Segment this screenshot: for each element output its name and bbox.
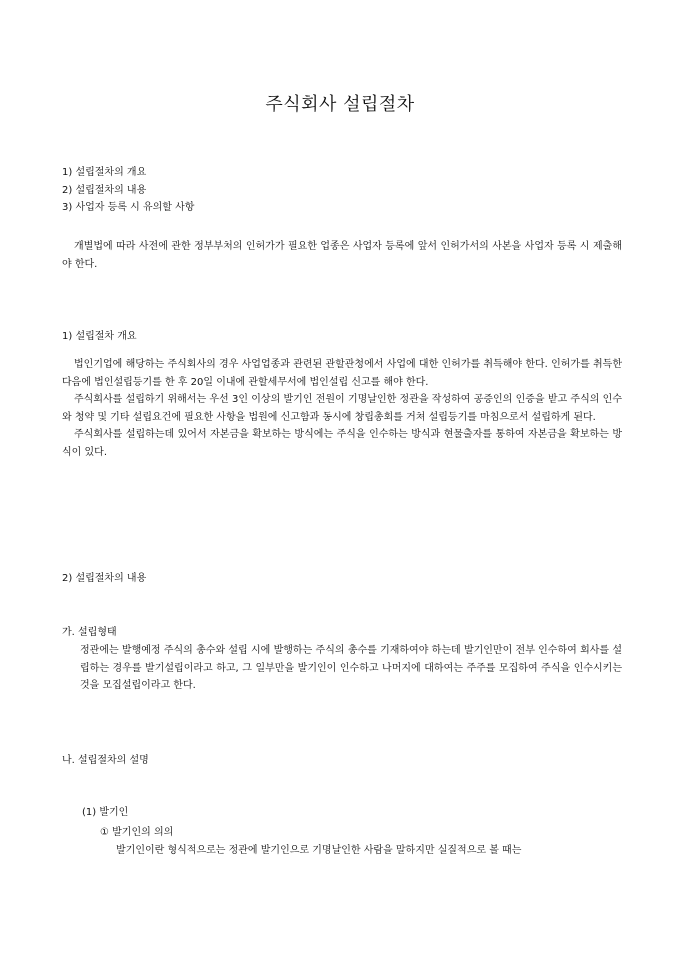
subsection-na-title: 나. 설립절차의 설명 [62, 755, 149, 766]
intro-text: 개별법에 따라 사전에 관한 정부부처의 인허가가 필요한 업종은 사업자 등록에 앞서 인허가서의 사본을 사업자 등록 시 제출해야 한다. [62, 241, 622, 270]
section1-body [62, 356, 622, 461]
toc-item-1: 1) 설립절차의 개요 [62, 167, 147, 178]
section2-heading: 2) 설립절차의 내용 [62, 573, 147, 584]
toc-item-2: 2) 설립절차의 내용 [62, 184, 147, 196]
item-promoter-heading: (1) 발기인 [82, 807, 129, 818]
subsection-ga-text: 정관에는 발행예정 주식의 총수와 설립 시에 발행하는 주식의 총수를 기재하여야 하는데 발기인만이 전부 인수하여 회사를 설립하는 경우를 발기설립이라고 하고, 그 일부만을 발기인이 인수하고 나머지에 대하여는 주주를 모집하여 주식을 인수시키는 것을 모집설립이라고 한다. [80, 645, 622, 691]
subsection-ga-body [80, 642, 622, 695]
item-promoter-meaning-heading: ① 발기인의 의의 [100, 827, 174, 838]
page-title: 주식회사 설립절차 [265, 94, 415, 115]
subsection-ga-title: 가. 설립형태 [62, 627, 117, 638]
table-of-contents [62, 164, 622, 217]
section1-paragraph-2: 주식회사를 설립하기 위해서는 우선 3인 이상의 발기인 전원이 기명날인한 정관을 작성하여 공증인의 인증을 받고 주식의 인수와 청약 및 기타 설립요건에 필요한 사항을 법원에 신고함과 동시에 창립총회를 거쳐 설립등기를 마침으로서 설립하게 된다. [62, 394, 622, 423]
intro-paragraph [62, 238, 622, 273]
item-promoter-meaning-text: 발기인이란 형식적으로는 정관에 발기인으로 기명날인한 사람을 말하지만 실질적으로 볼 때는 [116, 845, 522, 856]
section1-paragraph-3: 주식회사를 설립하는데 있어서 자본금을 확보하는 방식에는 주식을 인수하는 방식과 현물출자를 통하여 자본금을 확보하는 방식이 있다. [62, 429, 622, 458]
toc-item-3: 3) 사업자 등록 시 유의할 사항 [62, 202, 195, 213]
section1-heading: 1) 설립절차 개요 [62, 331, 137, 342]
section1-paragraph-1: 법인기업에 해당하는 주식회사의 경우 사업업종과 관련된 관할관청에서 사업에 대한 인허가를 취득해야 한다. 인허가를 취득한 다음에 법인설립등기를 한 후 20일 이내에 관할세무서에 법인설립 신고를 해야 한다. [62, 359, 622, 388]
